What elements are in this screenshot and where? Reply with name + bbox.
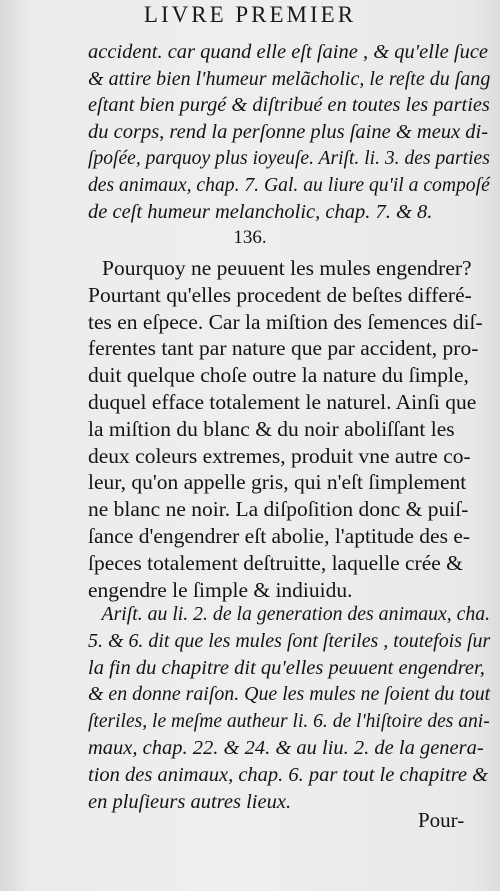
text-line: ferentes tant par nature que par accident, pro- [88,336,479,361]
question-line: Pourquoy ne peuuent les mules engendrer? [102,256,472,280]
text-line: la miſtion du blanc & du noir aboliſſant les [88,416,455,441]
running-head: LIVRE PREMIER [143,2,357,27]
text-line: 5. & 6. dit que les mules ſont ſteriles , toutefois ſur [88,629,491,652]
text-line: ne blanc ne noir. La diſpoſition donc & puiſ- [88,497,469,522]
text-line: du corps, rend la perſonne plus ſaine & meux di- [88,120,489,143]
text-line: en pluſieurs autres lieux. [88,790,292,813]
question-paragraph [88,255,490,603]
text-line: & attire bien l'humeur melãcholic, le reſte du ſang [88,67,491,90]
catchword: Pour- [418,808,465,832]
text-line: de ceſt humeur melancholic, chap. 7. & 8. [88,200,433,223]
text-line: Ariſt. au li. 2. de la generation des animaux, cha. [101,603,491,625]
annotation-paragraph [88,601,490,815]
text-line: & en donne raiſon. Que les mules ne ſoient du tout [88,683,491,706]
text-line: eſtant bien purgé & diſtribué en toutes les parties [88,94,490,117]
text-line: engendre le ſimple & indiuidu. [88,577,353,602]
section-number: 136. [233,227,267,248]
text-line: accident. car quand elle eſt ſaine , & qu'elle ſuce [88,41,489,63]
text-line: tion des animaux, chap. 6. par tout le chapitre & [88,763,489,786]
text-line: ſteriles, le meſme autheur li. 6. de l'hiſtoire des ani- [88,710,490,733]
text-line: maux, chap. 22. & 24. & au liu. 2. de la genera- [88,736,484,759]
text-line: duit quelque choſe outre la nature du ſimple, [88,363,469,388]
text-line: des animaux, chap. 7. Gal. au liure qu'il a compoſé [88,173,490,196]
text-line: la fin du chapitre dit qu'elles peuuent engendrer, [88,656,485,679]
text-line: tes en eſpece. Car la miſtion des ſemences diſ- [88,309,483,334]
text-line: ſpoſée, parquoy plus ioyeuſe. Ariſt. li. 3. des parties [88,147,490,170]
text-line: leur, qu'on appelle gris, qui n'eſt ſimplement [88,470,467,495]
text-line: duquel efface totalement le naturel. Ainſi que [88,389,477,414]
continuation-paragraph [88,39,490,225]
text-line: Pourtant qu'elles procedent de beſtes differé- [88,282,472,307]
text-line: ſpeces totalement deſtruitte, laquelle crée & [88,550,463,575]
text-line: ſance d'engendrer eſt abolie, l'aptitude des e- [88,523,471,548]
text-line: deux coleurs extremes, produit vne autre co- [88,443,471,468]
